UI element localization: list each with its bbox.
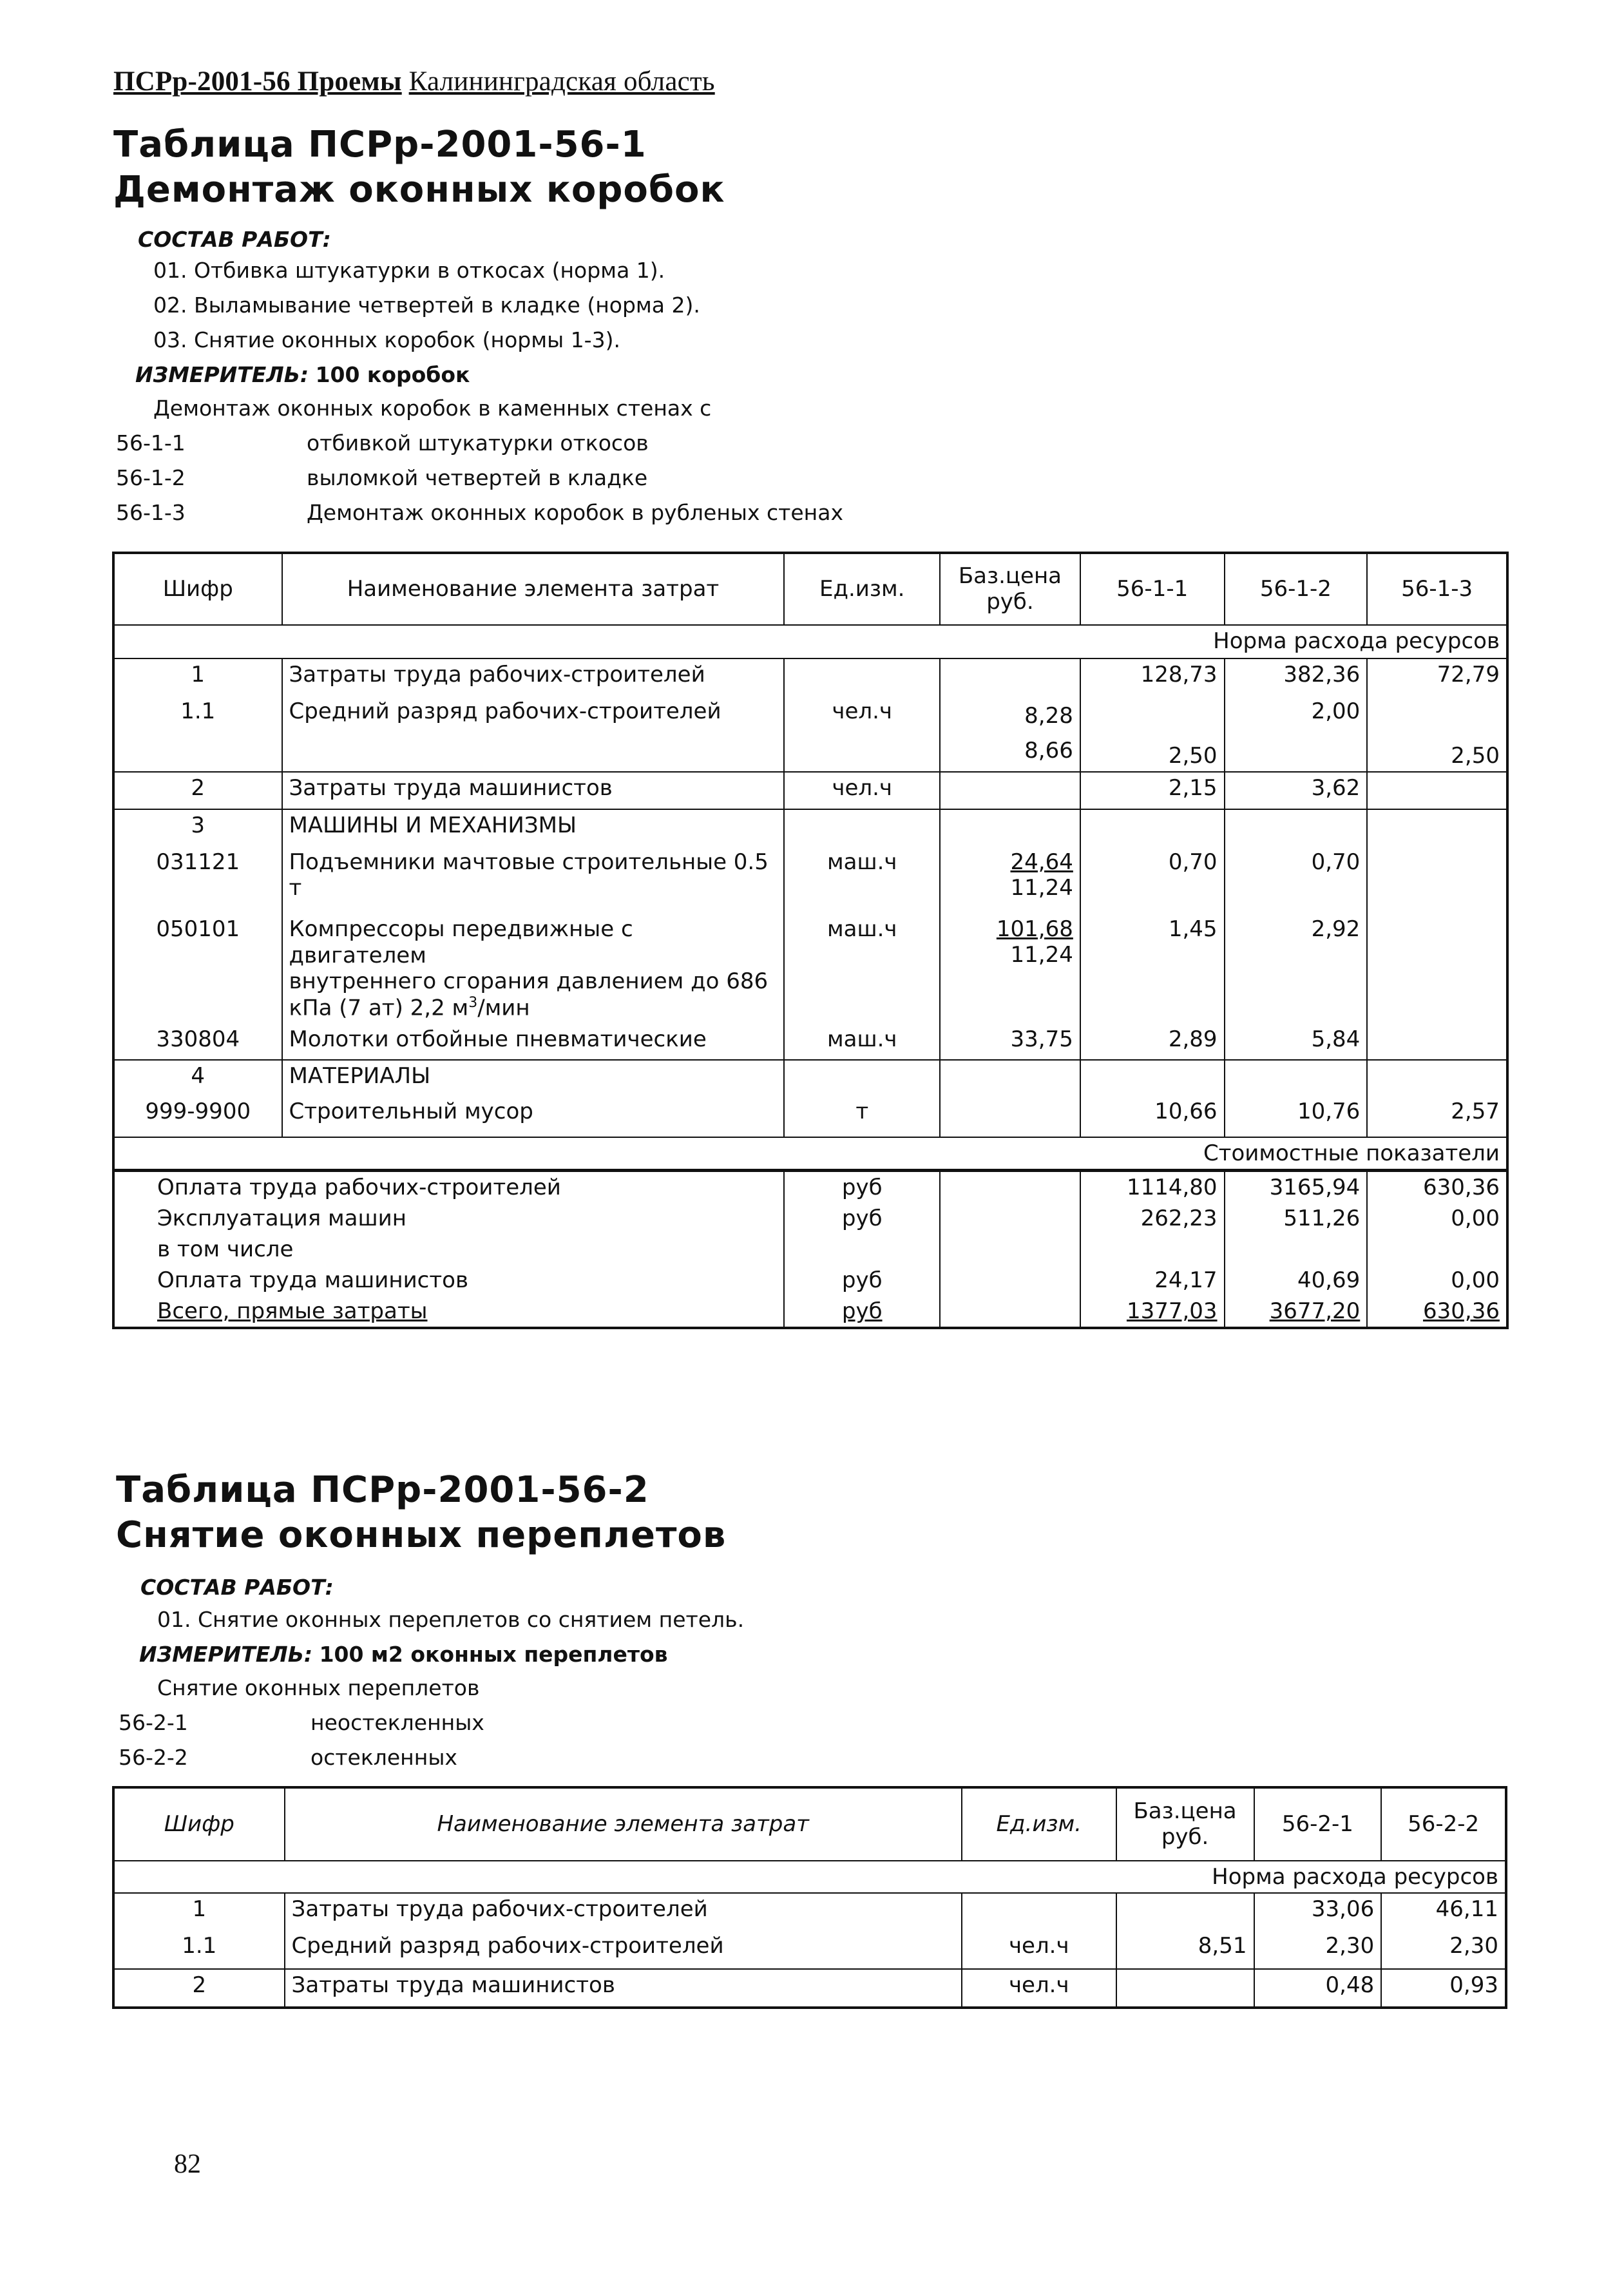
cost-value: 630,36 — [1367, 1296, 1507, 1328]
row-name-line: внутреннего сгорания давлением до 686 — [289, 968, 769, 995]
table1-title-line1: Таблица ПСРр-2001-56-1 — [113, 124, 647, 166]
row-name: Молотки отбойные пневматические — [282, 1024, 785, 1060]
row-price-b: 11,24 — [1010, 874, 1073, 901]
row-value — [1367, 847, 1507, 914]
table1-title-line2: Демонтаж оконных коробок — [113, 169, 725, 211]
header-price-line2: руб. — [1161, 1823, 1209, 1850]
header-norm-1: 56-2-1 — [1254, 1787, 1382, 1861]
row-value — [1367, 914, 1507, 1024]
cost-unit: руб — [784, 1203, 940, 1234]
table1-measure — [135, 362, 470, 387]
row-name-line-a: кПа (7 ат) 2,2 м — [289, 995, 469, 1021]
running-header — [113, 66, 715, 97]
table-row — [113, 1930, 1506, 1969]
row-value: 0,70 — [1225, 847, 1368, 914]
row-unit: чел.ч — [784, 696, 940, 772]
row-price — [940, 658, 1080, 696]
row-unit: т — [784, 1096, 940, 1137]
row-value: 2,92 — [1225, 914, 1368, 1024]
table2-norm-text: остекленных — [310, 1745, 457, 1770]
cost-value: 262,23 — [1080, 1203, 1225, 1234]
row-price — [940, 1096, 1080, 1137]
header-price-line2: руб. — [986, 588, 1034, 615]
row-code: 031121 — [113, 847, 282, 914]
norm-caption: Норма расхода ресурсов — [113, 1861, 1506, 1893]
cost-row — [113, 1265, 1507, 1296]
row-value: 2,50 — [1080, 696, 1225, 772]
row-unit — [784, 658, 940, 696]
row-code: 1.1 — [113, 1930, 285, 1969]
row-price — [1116, 1969, 1254, 2008]
header-norm-2: 56-2-2 — [1381, 1787, 1506, 1861]
row-code: 4 — [113, 1060, 282, 1096]
cost-value: 1377,03 — [1080, 1296, 1225, 1328]
row-value: 2,30 — [1381, 1930, 1506, 1969]
row-value: 2,89 — [1080, 1024, 1225, 1060]
cost-value: 0,00 — [1367, 1203, 1507, 1234]
cost-price — [940, 1203, 1080, 1234]
table1-norm-code: 56-1-2 — [116, 465, 186, 490]
row-value: 0,70 — [1080, 847, 1225, 914]
header-price-line1: Баз.цена — [958, 563, 1062, 590]
table-row — [113, 1969, 1506, 2008]
row-unit — [962, 1893, 1116, 1930]
row-price-b: 11,24 — [1010, 941, 1073, 968]
table1-intro: Демонтаж оконных коробок в каменных стенах с — [153, 396, 712, 421]
row-code: 1 — [113, 1893, 285, 1930]
table2-title-line1: Таблица ПСРр-2001-56-2 — [116, 1469, 649, 1511]
table1-norm-caption-row — [113, 625, 1507, 658]
table2-title — [116, 1468, 726, 1558]
table2-measure-label: ИЗМЕРИТЕЛЬ: — [139, 1642, 313, 1667]
row-value: 128,73 — [1080, 658, 1225, 696]
row-code: 2 — [113, 772, 282, 809]
row-code: 2 — [113, 1969, 285, 2008]
cost-unit: руб — [784, 1296, 940, 1328]
table-row — [113, 847, 1507, 914]
norm-caption: Норма расхода ресурсов — [113, 625, 1507, 658]
header-norm-3: 56-1-3 — [1367, 553, 1507, 625]
cost-value — [1367, 1234, 1507, 1265]
cost-value: 40,69 — [1225, 1265, 1368, 1296]
header-norm-2: 56-1-2 — [1225, 553, 1368, 625]
cost-name: Оплата труда машинистов — [113, 1265, 784, 1296]
table-row — [113, 809, 1507, 847]
row-name: Средний разряд рабочих-строителей — [285, 1930, 962, 1969]
row-price: 33,75 — [940, 1024, 1080, 1060]
header-code: Шифр — [113, 553, 282, 625]
table1-measure-label: ИЗМЕРИТЕЛЬ: — [135, 362, 309, 387]
row-name: Средний разряд рабочих-строителей — [282, 696, 785, 772]
row-value — [1225, 1060, 1368, 1096]
row-unit: маш.ч — [784, 1024, 940, 1060]
row-price-a: 24,64 — [1010, 849, 1073, 875]
row-value: 0,48 — [1254, 1969, 1382, 2008]
row-name: Затраты труда рабочих-строителей — [285, 1893, 962, 1930]
cost-name: Всего, прямые затраты — [113, 1296, 784, 1328]
table1-composition-item: 02. Выламывание четвертей в кладке (норма 2). — [153, 293, 700, 318]
cost-name: в том числе — [113, 1234, 784, 1265]
row-value: 5,84 — [1225, 1024, 1368, 1060]
table1-norm-text: Демонтаж оконных коробок в рубленых стенах — [307, 500, 843, 525]
row-value — [1367, 1024, 1507, 1060]
cost-price — [940, 1296, 1080, 1328]
table-row — [113, 1024, 1507, 1060]
cost-price — [940, 1265, 1080, 1296]
row-name-line-b: /мин — [477, 995, 530, 1021]
table1-cost-caption-row — [113, 1137, 1507, 1171]
row-price-a: 101,68 — [996, 916, 1073, 942]
cubic-superscript: 3 — [468, 995, 478, 1012]
cost-row — [113, 1203, 1507, 1234]
row-name: Затраты труда машинистов — [285, 1969, 962, 2008]
row-value — [1367, 772, 1507, 809]
table-row — [113, 696, 1507, 772]
row-name: Подъемники мачтовые строительные 0.5 т — [282, 847, 785, 914]
table-row — [113, 1060, 1507, 1096]
row-code: 3 — [113, 809, 282, 847]
row-name: Затраты труда машинистов — [282, 772, 785, 809]
row-unit: чел.ч — [962, 1969, 1116, 2008]
cost-row — [113, 1234, 1507, 1265]
cost-row — [113, 1296, 1507, 1328]
table1-header-row — [113, 553, 1507, 625]
table1-norm-code: 56-1-3 — [116, 500, 186, 525]
row-value: 2,57 — [1367, 1096, 1507, 1137]
cost-row — [113, 1171, 1507, 1204]
row-unit — [784, 1060, 940, 1096]
table2-norm-text: неостекленных — [310, 1710, 484, 1735]
table1-measure-value: 100 коробок — [315, 362, 470, 387]
cost-value: 511,26 — [1225, 1203, 1368, 1234]
header-unit: Ед.изм. — [962, 1787, 1116, 1861]
header-norm-1: 56-1-1 — [1080, 553, 1225, 625]
table2-measure — [139, 1642, 668, 1667]
cost-price — [940, 1171, 1080, 1204]
cost-value: 630,36 — [1367, 1171, 1507, 1204]
table2-grid — [112, 1786, 1507, 2009]
table1-composition-label: СОСТАВ РАБОТ: — [138, 227, 331, 252]
row-unit: чел.ч — [962, 1930, 1116, 1969]
table-row — [113, 1096, 1507, 1137]
table-row — [113, 658, 1507, 696]
row-price — [1116, 1893, 1254, 1930]
header-name: Наименование элемента затрат — [282, 553, 785, 625]
row-value: 2,30 — [1254, 1930, 1382, 1969]
row-value: 0,93 — [1381, 1969, 1506, 2008]
row-value: 33,06 — [1254, 1893, 1382, 1930]
header-price — [1116, 1787, 1254, 1861]
header-code: Шифр — [113, 1787, 285, 1861]
row-price — [940, 1060, 1080, 1096]
table2-norm-code: 56-2-1 — [119, 1710, 188, 1735]
row-price — [940, 847, 1080, 914]
row-value: 2,15 — [1080, 772, 1225, 809]
table2-composition-item: 01. Снятие оконных переплетов со снятием петель. — [157, 1607, 745, 1632]
table1-composition-item: 01. Отбивка штукатурки в откосах (норма 1). — [153, 258, 665, 283]
row-value: 1,45 — [1080, 914, 1225, 1024]
row-name-line: Компрессоры передвижные с двигателем — [289, 916, 633, 968]
cost-caption: Стоимостные показатели — [113, 1137, 1507, 1171]
row-unit: маш.ч — [784, 847, 940, 914]
header-price-line1: Баз.цена — [1133, 1798, 1237, 1825]
running-header-region: Калининградская область — [408, 66, 715, 97]
table1-composition-item: 03. Снятие оконных коробок (нормы 1-3). — [153, 327, 620, 352]
cost-value — [1080, 1234, 1225, 1265]
table1-norm-code: 56-1-1 — [116, 430, 186, 456]
header-price — [940, 553, 1080, 625]
cost-value: 0,00 — [1367, 1265, 1507, 1296]
table-row — [113, 914, 1507, 1024]
row-code: 330804 — [113, 1024, 282, 1060]
row-value — [1367, 1060, 1507, 1096]
cost-name: Оплата труда рабочих-строителей — [113, 1171, 784, 1204]
running-header-code: ПСРр-2001-56 Проемы — [113, 66, 402, 97]
row-value: 46,11 — [1381, 1893, 1506, 1930]
header-name: Наименование элемента затрат — [285, 1787, 962, 1861]
row-value: 3,62 — [1225, 772, 1368, 809]
row-name: Затраты труда рабочих-строителей — [282, 658, 785, 696]
row-value: 2,50 — [1367, 696, 1507, 772]
row-price — [940, 914, 1080, 1024]
row-code: 999-9900 — [113, 1096, 282, 1137]
table-row — [113, 1893, 1506, 1930]
table1-title — [113, 122, 725, 213]
table2-norm-code: 56-2-2 — [119, 1745, 188, 1770]
row-code: 1 — [113, 658, 282, 696]
cost-value: 24,17 — [1080, 1265, 1225, 1296]
row-value: 10,66 — [1080, 1096, 1225, 1137]
cost-unit — [784, 1234, 940, 1265]
row-code: 050101 — [113, 914, 282, 1024]
row-value: 382,36 — [1225, 658, 1368, 696]
cost-value — [1225, 1234, 1368, 1265]
cost-value: 3677,20 — [1225, 1296, 1368, 1328]
row-value: 72,79 — [1367, 658, 1507, 696]
row-value: 10,76 — [1225, 1096, 1368, 1137]
row-price — [940, 696, 1080, 772]
table2-header-row — [113, 1787, 1506, 1861]
cost-name: Эксплуатация машин — [113, 1203, 784, 1234]
row-price: 8,51 — [1116, 1930, 1254, 1969]
row-price — [940, 772, 1080, 809]
row-value — [1367, 809, 1507, 847]
cost-unit: руб — [784, 1171, 940, 1204]
table2-intro: Снятие оконных переплетов — [157, 1675, 480, 1700]
table2-title-line2: Снятие оконных переплетов — [116, 1514, 727, 1556]
row-price — [940, 809, 1080, 847]
row-value — [1080, 1060, 1225, 1096]
row-unit: чел.ч — [784, 772, 940, 809]
row-name-line — [289, 995, 778, 1021]
cost-value: 3165,94 — [1225, 1171, 1368, 1204]
row-name — [282, 914, 785, 1024]
row-name: Строительный мусор — [282, 1096, 785, 1137]
row-value — [1225, 809, 1368, 847]
table1-norm-text: выломкой четвертей в кладке — [307, 465, 648, 490]
row-name: МАШИНЫ И МЕХАНИЗМЫ — [282, 809, 785, 847]
page-number: 82 — [174, 2149, 201, 2179]
row-name: МАТЕРИАЛЫ — [282, 1060, 785, 1096]
table1-norm-text: отбивкой штукатурки откосов — [307, 430, 649, 456]
table-row — [113, 772, 1507, 809]
cost-price — [940, 1234, 1080, 1265]
row-unit: маш.ч — [784, 914, 940, 1024]
table2-norm-caption-row — [113, 1861, 1506, 1893]
cost-value: 1114,80 — [1080, 1171, 1225, 1204]
row-unit — [784, 809, 940, 847]
row-value — [1080, 809, 1225, 847]
header-unit: Ед.изм. — [784, 553, 940, 625]
row-price-b: 8,66 — [1024, 738, 1073, 764]
row-price-a: 8,28 — [1024, 703, 1073, 729]
table2-measure-value: 100 м2 оконных переплетов — [319, 1642, 668, 1667]
table1-grid — [112, 552, 1509, 1329]
row-value: 2,00 — [1225, 696, 1368, 772]
cost-unit: руб — [784, 1265, 940, 1296]
row-code: 1.1 — [113, 696, 282, 772]
table2-composition-label: СОСТАВ РАБОТ: — [140, 1575, 334, 1600]
